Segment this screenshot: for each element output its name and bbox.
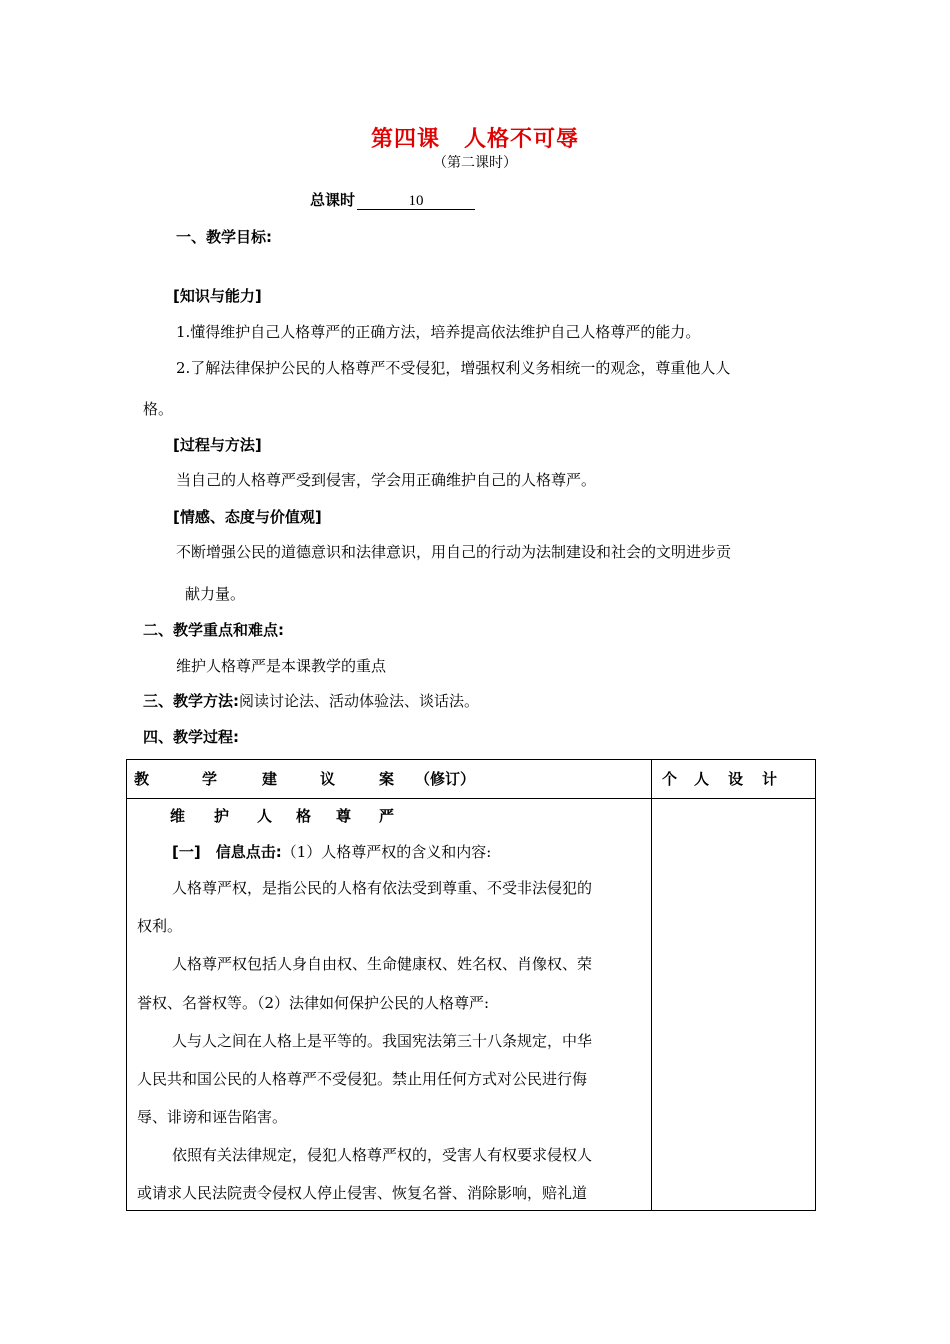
- total-hours: [310, 189, 475, 210]
- body-line: 誉权、名誉权等。（2）法律如何保护公民的人格尊严:: [137, 994, 490, 1012]
- info-label: [一] 信息点击:: [172, 843, 282, 861]
- subheading-char: 维: [170, 807, 186, 825]
- emotion-text-2: 献力量。: [185, 585, 246, 603]
- subheading-char: 尊: [336, 807, 352, 825]
- header-char: 案: [379, 770, 395, 788]
- body-line: 人格尊严权包括人身自由权、生命健康权、姓名权、肖像权、荣: [172, 955, 593, 973]
- header-char: 个: [662, 770, 678, 788]
- knowledge-item-2-cont: 格。: [143, 400, 174, 418]
- section-1-heading: 一、教学目标:: [176, 228, 272, 246]
- process-text: 当自己的人格尊严受到侵害，学会用正确维护自己的人格尊严。: [176, 471, 597, 489]
- info-text: （1）人格尊严权的含义和内容:: [281, 843, 492, 861]
- lesson-plan-table: [126, 759, 816, 1211]
- header-char: 议: [320, 770, 336, 788]
- section-4-heading: 四、教学过程:: [143, 728, 239, 746]
- header-char: 设: [728, 770, 744, 788]
- lesson-subtitle: （第二课时）: [433, 155, 517, 171]
- subheading-char: 护: [214, 807, 230, 825]
- header-char: 计: [762, 770, 778, 788]
- subheading-char: 格: [296, 807, 312, 825]
- knowledge-item-2: 2.了解法律保护公民的人格尊严不受侵犯，增强权利义务相统一的观念，尊重他人人: [176, 359, 731, 377]
- subheading-char: 严: [379, 807, 395, 825]
- subheading-char: 人: [257, 807, 273, 825]
- emotion-label: [情感、态度与价值观]: [173, 508, 322, 526]
- header-char: 人: [694, 770, 710, 788]
- personal-design-cell[interactable]: [652, 799, 816, 1211]
- lesson-name: 人格不可辱: [464, 127, 580, 152]
- header-cell-personal: [652, 760, 816, 799]
- body-line: 辱、诽谤和诬告陷害。: [137, 1108, 288, 1126]
- body-line: 依照有关法律规定，侵犯人格尊严权的，受害人有权要求侵权人: [172, 1146, 593, 1164]
- total-hours-value: 10: [357, 193, 475, 210]
- body-line: 人格尊严权，是指公民的人格有依法受到尊重、不受非法侵犯的: [172, 879, 593, 897]
- lesson-number: 第四课: [370, 127, 440, 152]
- body-line: 人与人之间在人格上是平等的。我国宪法第三十八条规定，中华: [172, 1032, 593, 1050]
- section-2-text: 维护人格尊严是本课教学的重点: [176, 657, 387, 675]
- header-char: 教: [134, 770, 150, 788]
- info-line: [172, 841, 491, 862]
- header-char: 建: [262, 770, 278, 788]
- body-line: 或请求人民法院责令侵权人停止侵害、恢复名誉、消除影响，赔礼道: [137, 1184, 588, 1202]
- header-char: 学: [202, 770, 218, 788]
- knowledge-label: [知识与能力]: [173, 287, 262, 305]
- total-hours-label: 总课时: [310, 191, 356, 209]
- section-3: [143, 690, 479, 711]
- plan-content-cell: [127, 799, 652, 1211]
- section-3-text: 阅读讨论法、活动体验法、谈话法。: [239, 692, 480, 710]
- body-line: 人民共和国公民的人格尊严不受侵犯。禁止用任何方式对公民进行侮: [137, 1070, 588, 1088]
- section-3-heading: 三、教学方法:: [143, 692, 239, 710]
- body-line: 权利。: [137, 917, 183, 935]
- header-revision: （修订）: [415, 770, 476, 788]
- table-body-row: [127, 799, 816, 1211]
- emotion-text-1: 不断增强公民的道德意识和法律意识，用自己的行动为法制建设和社会的文明进步贡: [176, 543, 732, 561]
- lesson-title: [0, 122, 950, 153]
- knowledge-item-1: 1.懂得维护自己人格尊严的正确方法，培养提高依法维护自己人格尊严的能力。: [176, 323, 701, 341]
- table-header-row: [127, 760, 816, 799]
- header-cell-plan: [127, 760, 652, 799]
- process-label: [过程与方法]: [173, 436, 262, 454]
- section-2-heading: 二、教学重点和难点:: [143, 621, 284, 639]
